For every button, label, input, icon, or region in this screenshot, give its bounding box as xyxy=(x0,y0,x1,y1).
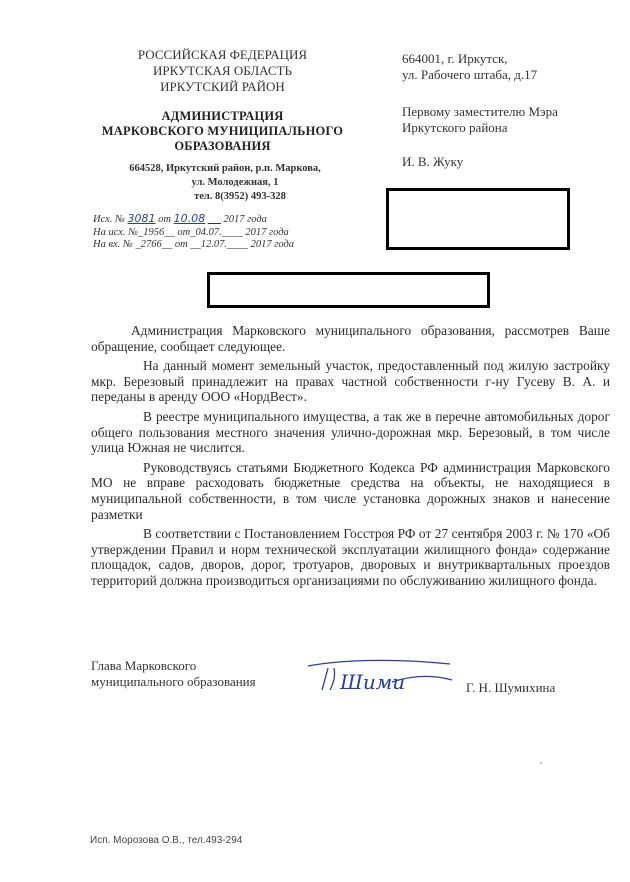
header-org-line-1: АДМИНИСТРАЦИЯ xyxy=(161,109,284,123)
redaction-box-salutation xyxy=(207,272,490,308)
scan-speck xyxy=(540,762,542,764)
header-org-line-3: ОБРАЗОВАНИЯ xyxy=(174,139,271,153)
signatory-title xyxy=(91,658,311,690)
signature-script: Шими xyxy=(340,670,406,694)
header-region: ИРКУТСКАЯ ОБЛАСТЬ xyxy=(153,63,292,78)
recipient-name: И. В. Жуку xyxy=(402,154,464,169)
recipient-address-line-2: ул. Рабочего штаба, д.17 xyxy=(402,67,538,82)
reference-block xyxy=(93,213,333,252)
handwritten-signature xyxy=(300,652,460,700)
header-district: ИРКУТСКИЙ РАЙОН xyxy=(160,79,285,94)
sender-header xyxy=(100,47,345,154)
executor-note: Исп. Морозова О.В., тел.493-294 xyxy=(90,835,243,846)
sender-address xyxy=(110,162,340,204)
paragraph-4: Руководствуясь статьями Бюджетного Кодекса РФ администрация Марковского МО не вправе расходовать бюджетные средства на объекты, не находящиеся в муниципальной собственности, в том числе установка дорожных знаков и нанесение разметки xyxy=(91,459,610,522)
redaction-box-recipient xyxy=(386,188,570,250)
recipient-position-line-1: Первому заместителю Мэра xyxy=(402,104,558,119)
recipient-address-line-1: 664001, г. Иркутск, xyxy=(402,51,508,66)
outgoing-label: Исх. № xyxy=(93,214,125,225)
signatory-title-line-1: Глава Марковского xyxy=(91,658,197,673)
sender-phone: тел. 8(3952) 493-328 xyxy=(194,191,286,202)
outgoing-date: 10.08 xyxy=(173,212,206,225)
outgoing-ref xyxy=(93,213,333,227)
paragraph-1: Администрация Марковского муниципального образования, рассмотрев Ваше обращение, сообщает следующее. xyxy=(91,323,610,354)
header-country: РОССИЙСКАЯ ФЕДЕРАЦИЯ xyxy=(137,47,308,62)
paragraph-3: В реестре муниципального имущества, а так же в перечне автомобильных дорог общего пользования местного значения улично-дорожная мкр. Березовый, в том числе улица Южная не числится. xyxy=(91,408,610,456)
outgoing-number: 3081 xyxy=(127,212,156,225)
outgoing-year: 2017 года xyxy=(223,214,267,225)
outgoing-from: от xyxy=(158,214,172,225)
recipient-position xyxy=(402,104,612,136)
header-org-line-2: МАРКОВСКОГО МУНИЦИПАЛЬНОГО xyxy=(101,124,344,138)
incoming-ref: На исх. №_1956__ от_04.07.____ 2017 года xyxy=(93,226,289,238)
signatory-name: Г. Н. Шумихина xyxy=(466,680,556,695)
sender-address-line-1: 664528, Иркутский район, р.п. Маркова, xyxy=(129,163,321,174)
letter-body xyxy=(91,323,610,593)
paragraph-2: На данный момент земельный участок, предоставленный под жилую застройку мкр. Березовый принадлежит на правах частной собственности г-ну Гусеву В. А. и переданы в аренду ООО «НордВест». xyxy=(91,358,610,405)
recipient-address xyxy=(402,51,612,83)
sender-address-line-2: ул. Молодежная, 1 xyxy=(191,177,279,188)
registered-ref: На вх. № _2766__ от __12.07.____ 2017 года xyxy=(93,239,295,250)
recipient-position-line-2: Иркутского района xyxy=(402,120,508,135)
paragraph-5: В соответствии с Постановлением Госстроя РФ от 27 сентября 2003 г. № 170 «Об утверждении Правил и норм технической эксплуатации жилищного фонда» содержание площадок, садов, дворов, дорог, тротуаров, дворовых и внутриквартальных проездов территорий должна производиться организациями по обслуживанию жилищного фонда. xyxy=(91,526,610,588)
signatory-title-line-2: муниципального образования xyxy=(91,674,256,689)
